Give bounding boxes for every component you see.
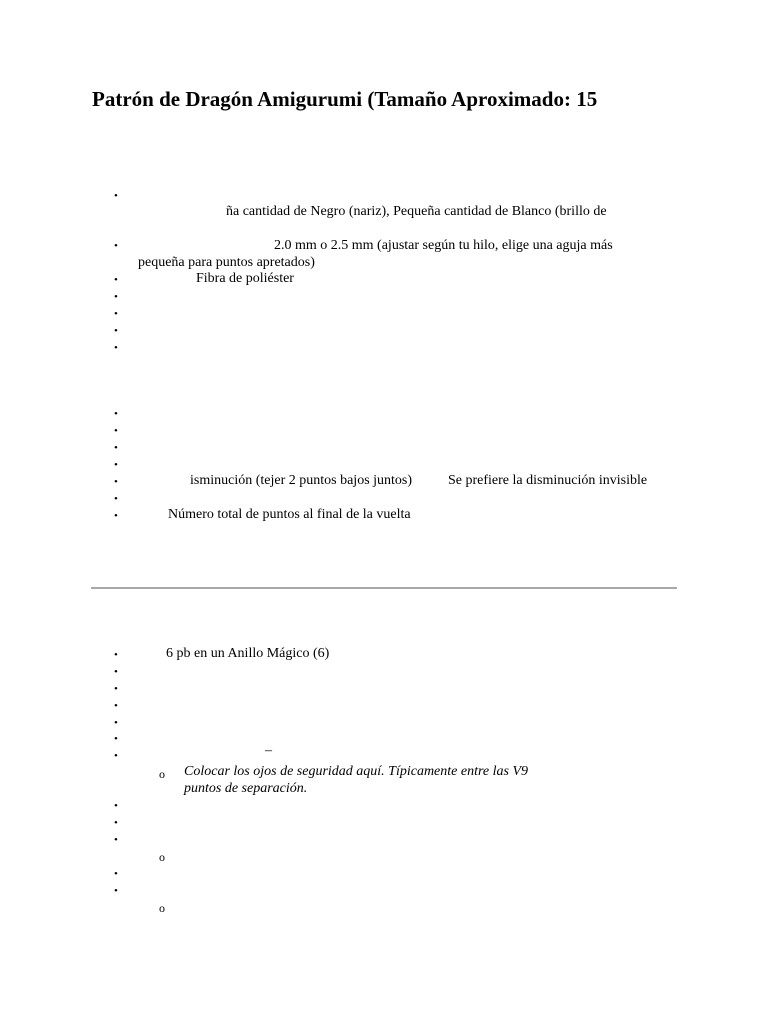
bullet-icon: • <box>114 717 118 729</box>
bullet-icon: • <box>114 342 118 354</box>
bullet-icon: • <box>114 408 118 420</box>
document-title: Patrón de Dragón Amigurumi (Tamaño Aproximado: 15 <box>92 87 598 111</box>
materials-hook-line1: 2.0 mm o 2.5 mm (ajustar según tu hilo, elige una aguja más <box>274 238 613 253</box>
bullet-icon: • <box>114 190 118 202</box>
bullet-icon: • <box>114 493 118 505</box>
head-eyes-note-line1: Colocar los ojos de seguridad aquí. Típicamente entre las V9 <box>184 764 529 779</box>
bullet-icon: • <box>114 325 118 337</box>
bullet-icon: • <box>114 868 118 880</box>
bullet-icon: • <box>114 308 118 320</box>
bullet-icon: • <box>114 240 118 252</box>
abbrev-decrease-definition: isminución (tejer 2 puntos bajos juntos) <box>190 473 413 488</box>
materials-yarn-text: ña cantidad de Negro (nariz), Pequeña cantidad de Blanco (brillo de <box>226 204 607 219</box>
subbullet-icon: o <box>159 901 165 915</box>
abbrev-decrease-note: Se prefiere la disminución invisible <box>448 473 648 488</box>
bullet-icon: • <box>114 733 118 745</box>
bullet-icon: • <box>114 666 118 678</box>
bullet-icon: • <box>114 800 118 812</box>
bullet-icon: • <box>114 476 118 488</box>
head-dash: – <box>265 743 272 758</box>
subbullet-icon: o <box>159 850 165 864</box>
bullet-icon: • <box>114 425 118 437</box>
abbrev-stitch-count: Número total de puntos al final de la vuelta <box>168 507 411 522</box>
materials-stuffing: Fibra de poliéster <box>196 271 294 286</box>
head-eyes-note-line2: puntos de separación. <box>184 781 308 796</box>
bullet-icon: • <box>114 510 118 522</box>
bullet-icon: • <box>114 274 118 286</box>
head-round-1: 6 pb en un Anillo Mágico (6) <box>166 646 330 661</box>
materials-hook-line2: pequeña para puntos apretados) <box>138 255 315 270</box>
bullet-icon: • <box>114 459 118 471</box>
subbullet-icon: o <box>159 767 165 781</box>
bullet-icon: • <box>114 291 118 303</box>
bullet-icon: • <box>114 649 118 661</box>
bullet-icon: • <box>114 834 118 846</box>
bullet-icon: • <box>114 700 118 712</box>
bullet-icon: • <box>114 442 118 454</box>
bullet-icon: • <box>114 750 118 762</box>
bullet-icon: • <box>114 683 118 695</box>
horizontal-rule <box>91 587 677 589</box>
bullet-icon: • <box>114 885 118 897</box>
bullet-icon: • <box>114 817 118 829</box>
